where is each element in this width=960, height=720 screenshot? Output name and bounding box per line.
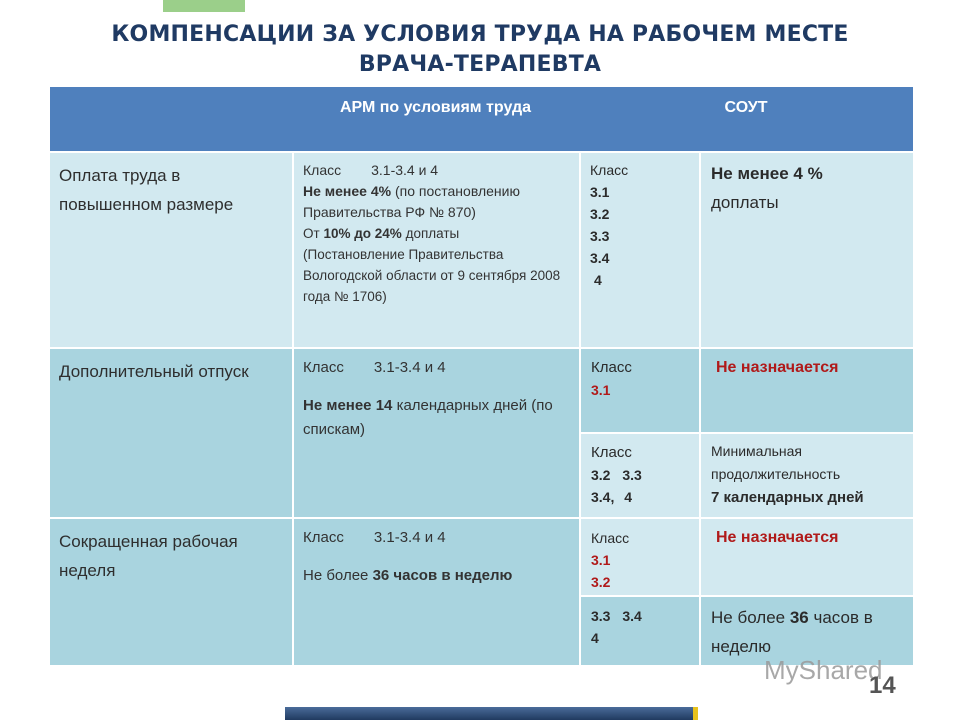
class-item: 3.1 — [590, 184, 610, 200]
title-line-2: ВРАЧА-ТЕРАПЕВТА — [358, 52, 602, 77]
pay-min-percent: Не менее 4% — [303, 183, 392, 199]
leave-min-days-rest: календарных дней (по спискам) — [303, 397, 553, 438]
week-result-prefix: Не более — [711, 608, 786, 627]
class-item: 3.1 — [591, 382, 611, 398]
sout-leave-result-2 — [699, 432, 913, 517]
class-item: 3.2 — [590, 206, 610, 222]
row-label-week: Сокращенная рабочая неделя — [50, 517, 292, 665]
klass-word: Класс — [591, 359, 632, 376]
not-assigned-label: Не назначается — [716, 359, 839, 376]
sout-week-result-1 — [699, 517, 913, 595]
klass-word: Класс — [303, 529, 344, 546]
klass-word: Класс — [303, 359, 344, 376]
pay-range-suffix: доплаты — [405, 226, 460, 241]
klass-value: 3.1-3.4 и 4 — [373, 359, 446, 376]
sout-week-classes-2 — [579, 595, 699, 665]
header-empty-cell — [50, 87, 292, 151]
klass-word: Класс — [590, 162, 629, 178]
not-assigned-label: Не назначается — [716, 529, 839, 546]
sout-pay-classes — [579, 151, 699, 347]
klass-word: Класс — [303, 162, 342, 178]
watermark-logo: MyShared — [764, 655, 883, 685]
class-list-line: 3.2 3.3 — [591, 467, 642, 483]
class-item: 4 — [594, 272, 602, 288]
class-item: 3.2 — [591, 574, 611, 590]
week-result-hours: 36 — [789, 608, 809, 627]
row-label-pay: Оплата труда в повышенном размере — [50, 151, 292, 347]
pay-range: 10% до 24% — [323, 226, 402, 241]
page-number: 14 — [869, 672, 896, 699]
pay-decree-870: (по постановлению Правительства РФ № 870) — [303, 183, 520, 220]
class-list-line: 4 — [591, 630, 599, 646]
class-item: 3.4 — [590, 250, 610, 266]
sout-leave-result-1 — [699, 347, 913, 432]
arm-leave-cell — [292, 347, 579, 517]
header-sout: СОУТ — [579, 87, 913, 151]
sout-leave-classes-2 — [579, 432, 699, 517]
week-max-hours: 36 часов в неделю — [372, 567, 513, 584]
class-item: 3.3 — [590, 228, 610, 244]
class-list-line: 3.4, 4 — [591, 489, 633, 505]
top-accent-bar — [163, 0, 245, 12]
sout-week-classes-1 — [579, 517, 699, 595]
klass-value: 3.1-3.4 и 4 — [373, 529, 446, 546]
page-title — [0, 20, 960, 80]
bottom-accent-mark — [693, 707, 698, 720]
pay-range-prefix: От — [303, 226, 320, 241]
klass-word: Класс — [591, 530, 630, 546]
leave-min-days: Не менее 14 — [303, 397, 393, 414]
sout-pay-result-bold: Не менее 4 % — [711, 164, 823, 183]
sout-pay-result-rest: доплаты — [711, 193, 779, 212]
arm-pay-cell — [292, 151, 579, 347]
klass-word: Класс — [591, 444, 632, 461]
sout-pay-result — [699, 151, 913, 347]
row-label-leave: Дополнительный отпуск — [50, 347, 292, 517]
week-result-rest: часов в неделю — [711, 608, 873, 656]
header-arm: АРМ по условиям труда — [292, 87, 579, 151]
title-line-1: КОМПЕНСАЦИИ ЗА УСЛОВИЯ ТРУДА НА РАБОЧЕМ МЕСТЕ — [111, 22, 849, 47]
min-duration-label: Минимальная продолжительность — [711, 443, 841, 482]
bottom-bar — [285, 707, 693, 720]
week-max-prefix: Не более — [303, 567, 369, 584]
class-list-line: 3.3 3.4 — [591, 608, 642, 624]
min-duration-days: 7 календарных дней — [711, 489, 864, 506]
sout-leave-classes-1 — [579, 347, 699, 432]
pay-decree-1706: (Постановление Правительства Вологодской области от 9 сентября 2008 года № 1706) — [303, 247, 561, 304]
class-item: 3.1 — [591, 552, 611, 568]
klass-value: 3.1-3.4 и 4 — [371, 162, 439, 178]
arm-week-cell — [292, 517, 579, 665]
